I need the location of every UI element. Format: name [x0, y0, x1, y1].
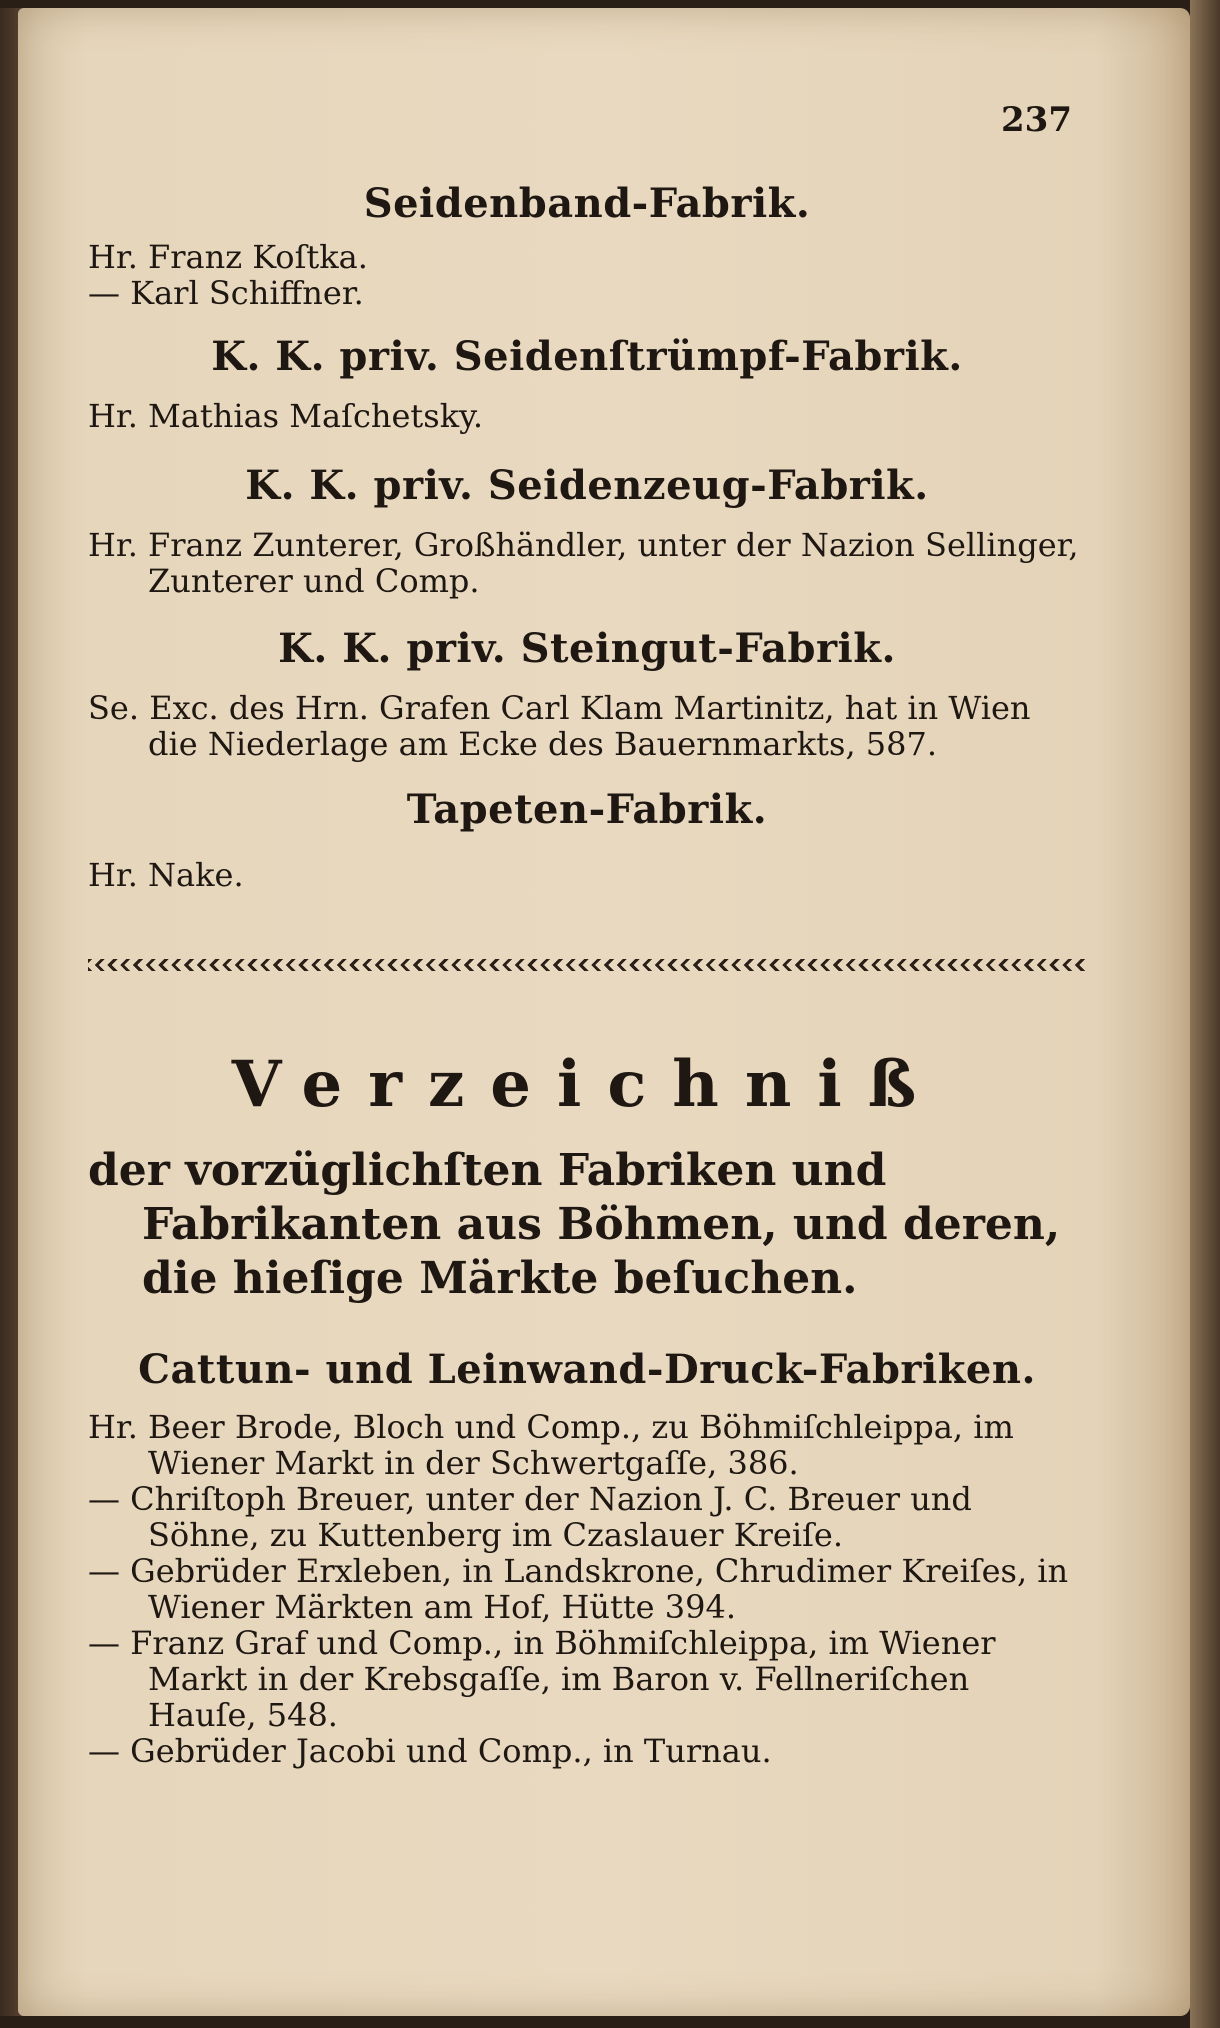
entry-beer-brode: Hr. Beer Brode, Bloch und Comp., zu Böhmiſchleippa, im Wiener Markt in der Schwertgaſſe, 386.	[88, 1408, 1014, 1482]
section-heading-seidenzeug: K. K. priv. Seidenzeug-Fabrik.	[245, 462, 929, 509]
entry-graf: — Franz Graf und Comp., in Böhmiſchleippa, im Wiener Markt in der Krebsgaſſe, im Baron v. Fellneriſchen Hauſe, 548.	[88, 1624, 996, 1734]
entry-klam-martinitz: Se. Exc. des Hrn. Grafen Carl Klam Martinitz, hat in Wien die Niederlage am Ecke des Bauernmarkts, 587.	[88, 689, 1031, 763]
entry-breuer: — Chriſtoph Breuer, unter der Nazion J. C. Breuer und Söhne, zu Kuttenberg im Czaslauer Kreiſe.	[88, 1480, 972, 1554]
entry-jacobi: — Gebrüder Jacobi und Comp., in Turnau.	[88, 1732, 772, 1770]
entry-erxleben: — Gebrüder Erxleben, in Landskrone, Chrudimer Kreiſes, in Wiener Märkten am Hof, Hütte 394.	[88, 1552, 1069, 1626]
section-heading-tapeten: Tapeten-Fabrik.	[406, 786, 768, 833]
section-heading-seidenband: Seidenband-Fabrik.	[363, 180, 811, 227]
section-heading-cattun: Cattun- und Leinwand-Druck-Fabriken.	[138, 1346, 1036, 1393]
entry-koftka: Hr. Franz Koſtka.	[88, 238, 368, 276]
page-number: 237	[1001, 100, 1072, 140]
section-heading-seidenstruempf: K. K. priv. Seidenſtrümpf-Fabrik.	[211, 333, 963, 380]
entry-nake: Hr. Nake.	[88, 856, 244, 894]
page-edge	[1190, 0, 1220, 2028]
directory-title: Verzeichniß	[231, 1047, 943, 1122]
ornamental-divider	[88, 959, 1086, 971]
entry-maschetsky: Hr. Mathias Maſchetsky.	[88, 397, 484, 435]
directory-subtitle: der vorzüglichſten Fabriken und Fabrikanten aus Böhmen, und deren, die hieſige Märkte beſuchen.	[88, 1145, 1061, 1304]
entry-schiffner: — Karl Schiffner.	[88, 274, 364, 312]
section-heading-steingut: K. K. priv. Steingut-Fabrik.	[278, 625, 896, 672]
entry-zunterer: Hr. Franz Zunterer, Großhändler, unter der Nazion Sellinger, Zunterer und Comp.	[88, 526, 1079, 600]
page-content	[88, 100, 1086, 1769]
